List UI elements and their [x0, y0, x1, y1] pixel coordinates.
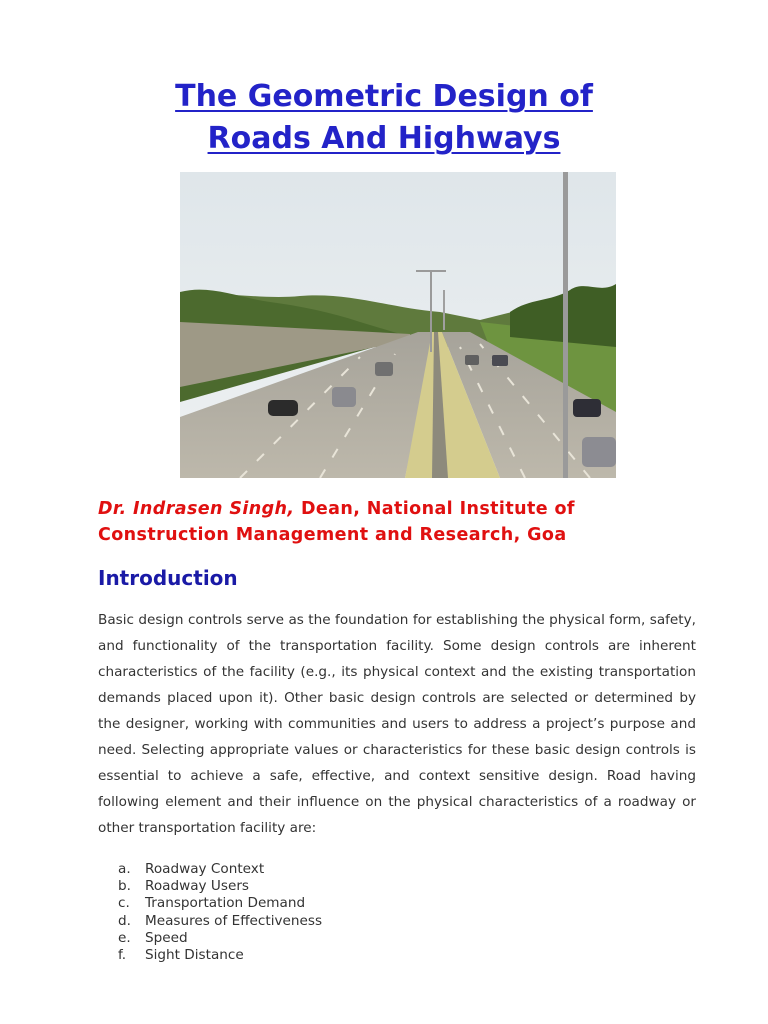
- intro-paragraph: Basic design controls serve as the foundation for establishing the physical form, safety, and functionality of the transportation facility. Some design controls are inherent characteristics of the facility (e.g., its physical context and the existing transportation demands placed upon it). Other basic design controls are selected or determined by the designer, working with communities and users to address a project’s purpose and need. Selecting appropriate values or characteristics for these basic design controls is essential to achieve a safe, effective, and context sensitive design. Road having following element and their influence on the physical characteristics of a roadway or other transportation facility are:: [98, 612, 696, 836]
- author-byline: [98, 496, 698, 548]
- list-item-text: Roadway Context: [145, 861, 265, 877]
- list-item: [98, 930, 498, 947]
- list-item: [98, 895, 498, 912]
- list-item: [98, 947, 498, 964]
- list-marker: d.: [118, 912, 131, 929]
- section-heading: Introduction: [98, 566, 238, 590]
- title-line-2: Roads And Highways: [207, 121, 561, 156]
- list-marker: b.: [118, 878, 131, 895]
- list-marker: a.: [118, 861, 131, 877]
- list-marker: f.: [118, 947, 127, 964]
- document-title: [0, 76, 768, 160]
- list-item: [98, 878, 498, 895]
- list-item-text: Measures of Effectiveness: [145, 912, 323, 929]
- list-item-text: Transportation Demand: [145, 895, 306, 912]
- author-affiliation-line-1: Dean, National Institute of: [294, 499, 575, 519]
- list-marker: e.: [118, 929, 131, 946]
- list-item-text: Speed: [145, 929, 188, 946]
- list-marker: c.: [118, 895, 130, 912]
- design-controls-list: [98, 861, 498, 964]
- author-affiliation-line-2: Construction Management and Research, Goa: [98, 525, 567, 545]
- list-item: [98, 861, 498, 878]
- list-item: [98, 913, 498, 930]
- author-name: Dr. Indrasen Singh,: [98, 499, 295, 519]
- highway-photo: [180, 172, 616, 478]
- title-line-1: The Geometric Design of: [175, 79, 593, 114]
- list-item-text: Sight Distance: [145, 947, 244, 964]
- list-item-text: Roadway Users: [145, 878, 249, 895]
